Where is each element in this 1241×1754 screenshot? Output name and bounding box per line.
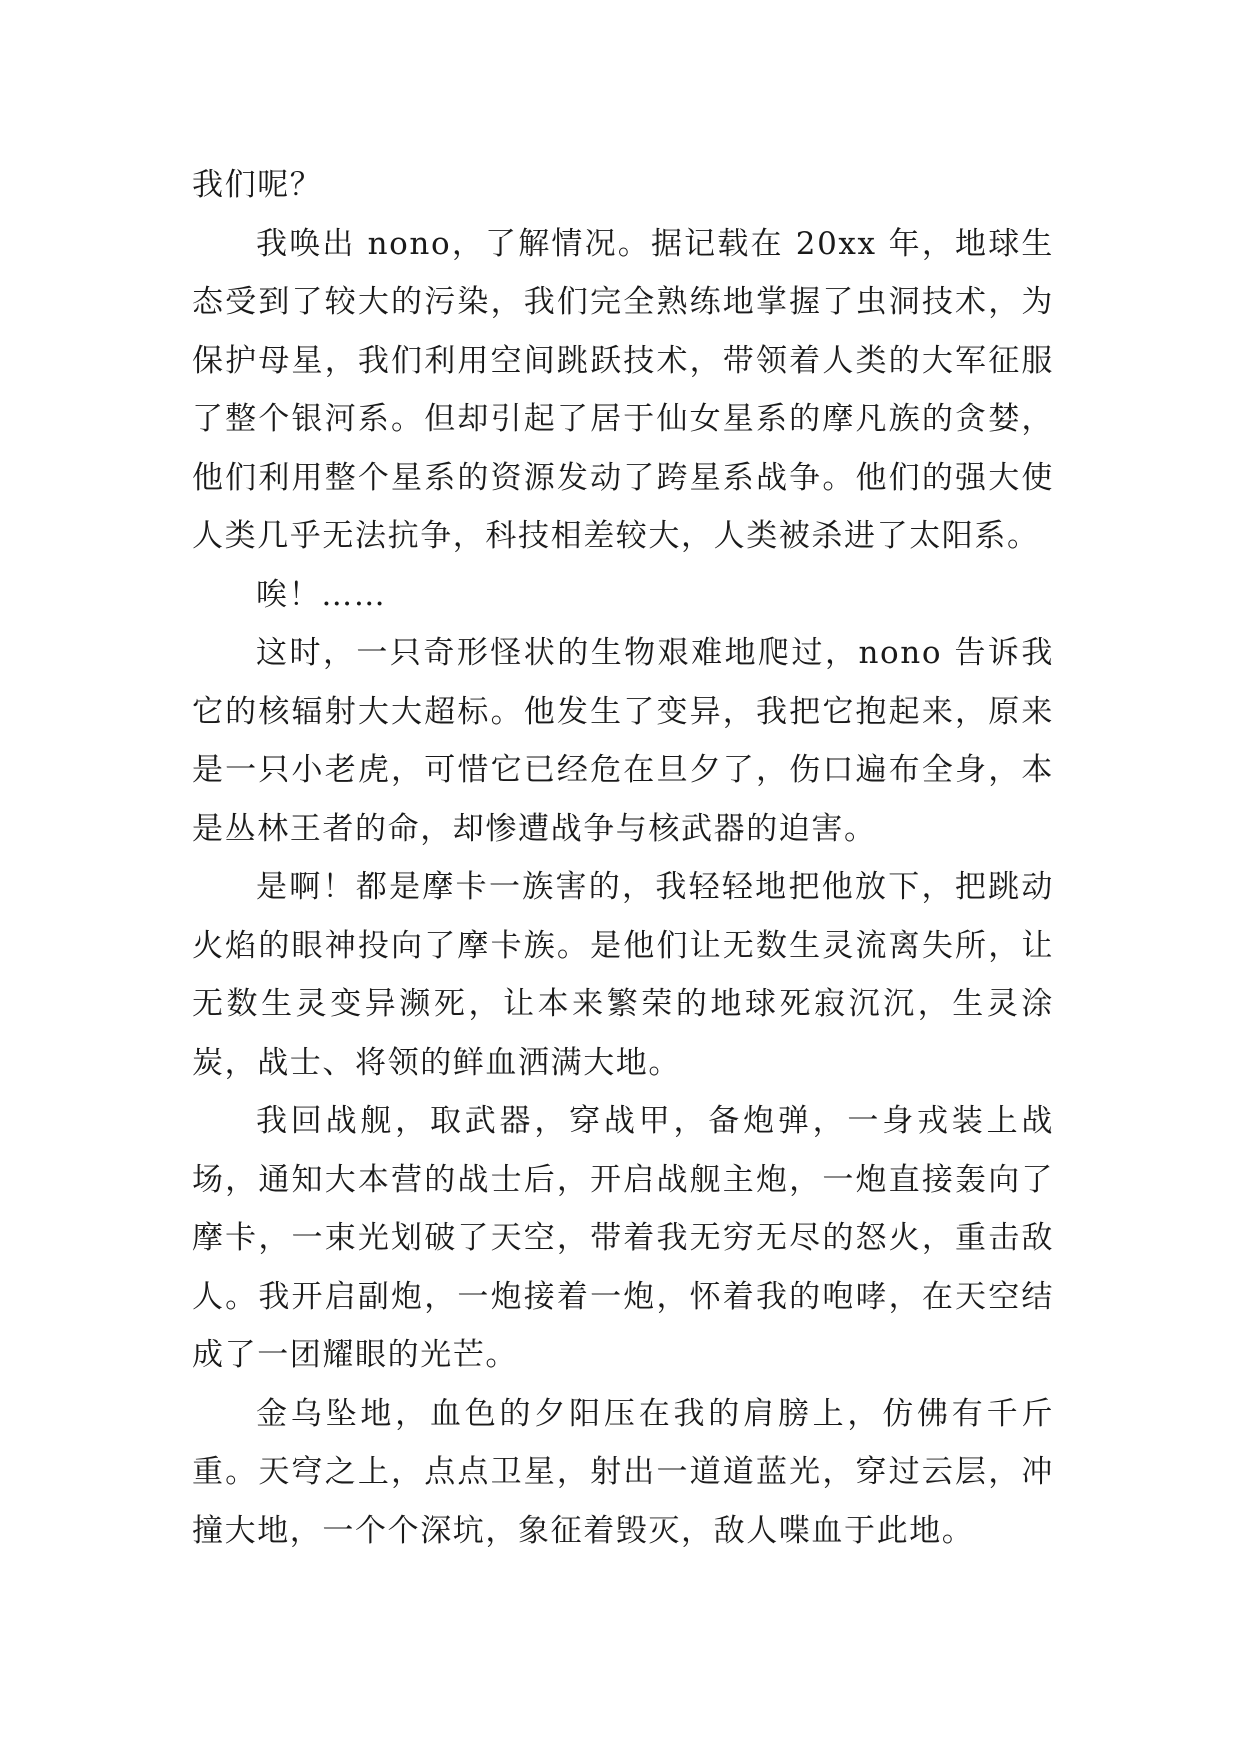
paragraph-1: 我们呢？ — [192, 167, 323, 203]
document-body — [192, 156, 1054, 1560]
paragraph-2: 我唤出 nono，了解情况。据记载在 20xx 年，地球生态受到了较大的污染，我们完全熟练地掌握了虫洞技术，为保护母星，我们利用空间跳跃技术，带领着人类的大军征服了整个银河系。但却引起了居于仙女星系的摩凡族的贪婪，他们利用整个星系的资源发动了跨星系战争。他们的强大使人类几乎无法抗争，科技相差较大，人类被杀进了太阳系。 — [192, 225, 1054, 554]
paragraph-5: 是啊！都是摩卡一族害的，我轻轻地把他放下，把跳动火焰的眼神投向了摩卡族。是他们让无数生灵流离失所，让无数生灵变异濒死，让本来繁荣的地球死寂沉沉，生灵涂炭，战士、将领的鲜血洒满大地。 — [192, 869, 1054, 1081]
paragraph-4: 这时，一只奇形怪状的生物艰难地爬过，nono 告诉我它的核辐射大大超标。他发生了变异，我把它抱起来，原来是一只小老虎，可惜它已经危在旦夕了，伤口遍布全身，本是丛林王者的命，却惨遭战争与核武器的迫害。 — [192, 635, 1054, 847]
paragraph-6: 我回战舰，取武器，穿战甲，备炮弹，一身戎装上战场，通知大本营的战士后，开启战舰主炮，一炮直接轰向了摩卡，一束光划破了天空，带着我无穷无尽的怒火，重击敌人。我开启副炮，一炮接着一炮，怀着我的咆哮，在天空结成了一团耀眼的光芒。 — [192, 1103, 1054, 1373]
paragraph-3: 唉！…… — [256, 576, 387, 613]
paragraph-7: 金乌坠地，血色的夕阳压在我的肩膀上，仿佛有千斤重。天穹之上，点点卫星，射出一道道蓝光，穿过云层，冲撞大地，一个个深坑，象征着毁灭，敌人喋血于此地。 — [192, 1395, 1054, 1549]
